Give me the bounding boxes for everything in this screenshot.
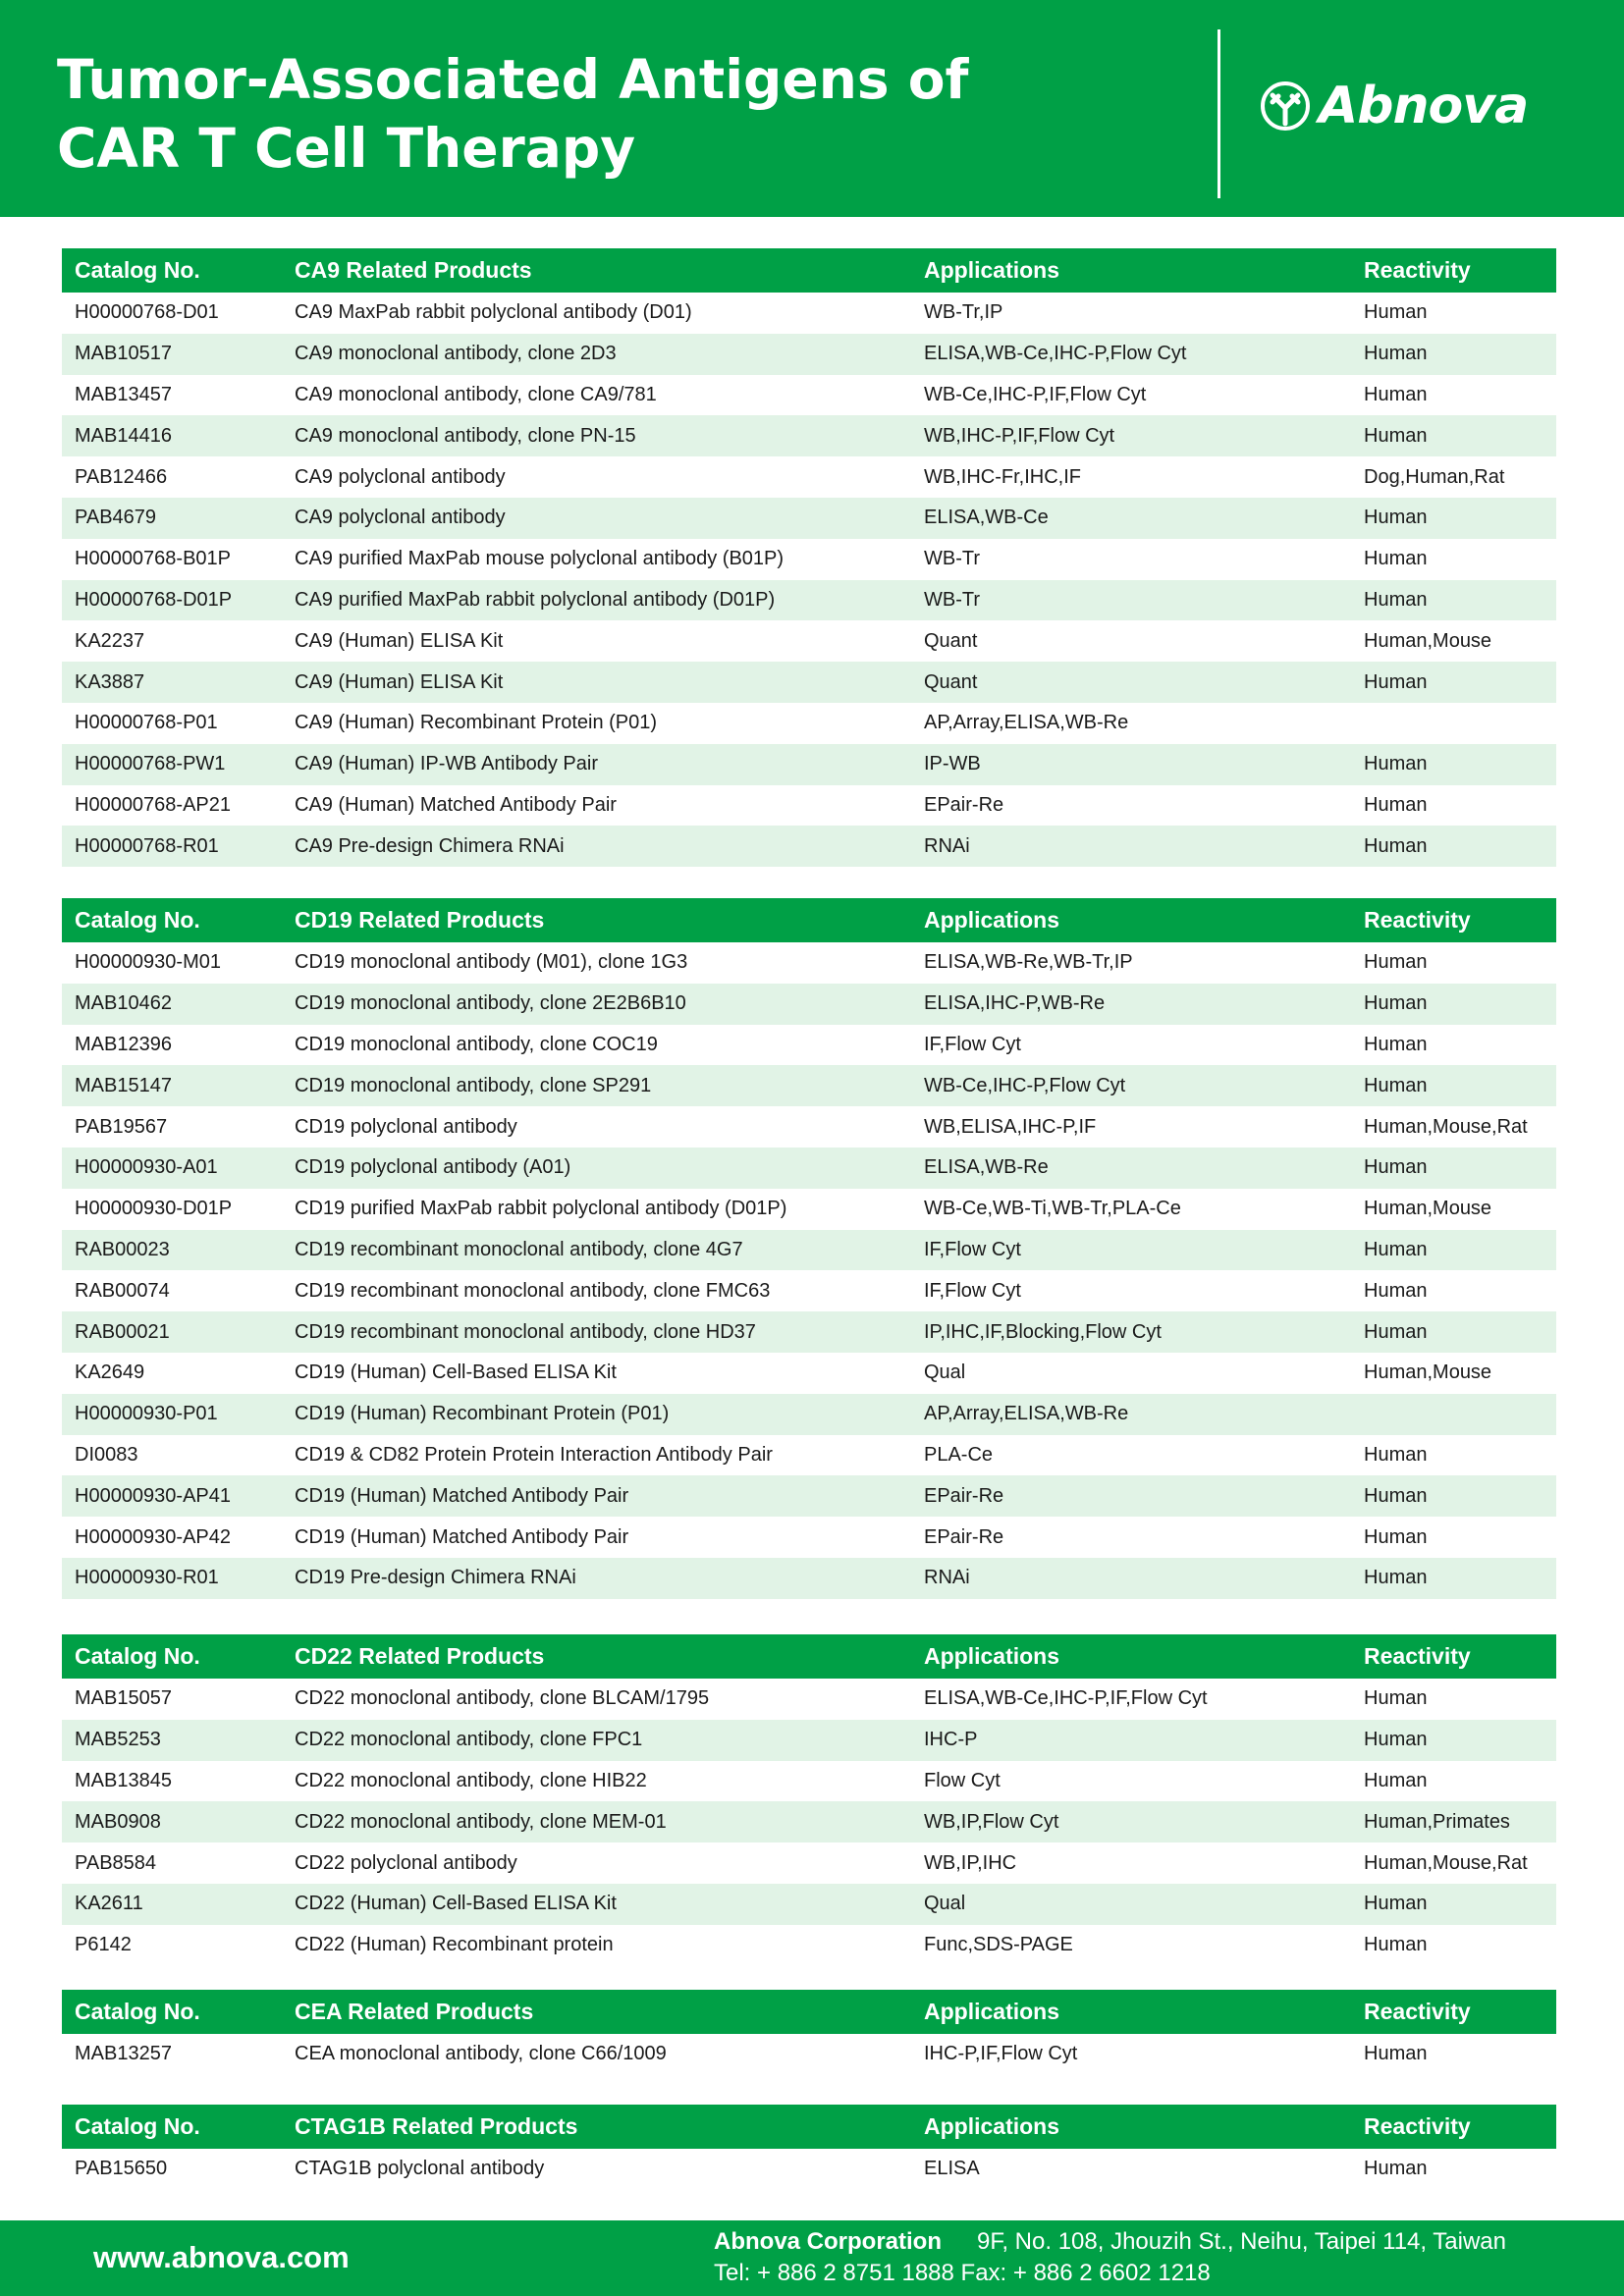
product-name-cell: CD19 monoclonal antibody, clone 2E2B6B10 xyxy=(295,992,686,1015)
website-link[interactable]: www.abnova.com xyxy=(93,2240,350,2274)
table-row xyxy=(62,1761,1556,1802)
table-row xyxy=(62,1270,1556,1311)
catalog-no-cell: H00000768-PW1 xyxy=(75,753,226,775)
product-name-cell: CD19 recombinant monoclonal antibody, clone HD37 xyxy=(295,1320,756,1343)
applications-cell: WB,IHC-P,IF,Flow Cyt xyxy=(924,424,1115,447)
catalog-no-cell: H00000930-M01 xyxy=(75,951,221,974)
product-name-cell: CD22 (Human) Recombinant protein xyxy=(295,1934,614,1956)
table-row xyxy=(62,498,1556,539)
applications-cell: Quant xyxy=(924,670,978,693)
header-divider xyxy=(1218,29,1220,198)
header-reactivity: Reactivity xyxy=(1364,907,1471,933)
reactivity-cell: Human xyxy=(1364,2158,1428,2180)
header-applications: Applications xyxy=(924,257,1060,283)
reactivity-cell: Human,Mouse xyxy=(1364,629,1492,652)
applications-cell: WB,IP,Flow Cyt xyxy=(924,1810,1059,1833)
applications-cell: WB-Ce,IHC-P,Flow Cyt xyxy=(924,1074,1126,1096)
applications-cell: IF,Flow Cyt xyxy=(924,1033,1021,1055)
table-row xyxy=(62,2149,1556,2190)
product-name-cell: CA9 (Human) ELISA Kit xyxy=(295,629,504,652)
applications-cell: WB-Tr,IP xyxy=(924,301,1003,324)
table-row xyxy=(62,1394,1556,1435)
applications-cell: IF,Flow Cyt xyxy=(924,1238,1021,1260)
catalog-no-cell: H00000930-R01 xyxy=(75,1567,219,1589)
reactivity-cell: Human xyxy=(1364,1074,1428,1096)
product-table xyxy=(62,1990,1556,2075)
catalog-no-cell: MAB13457 xyxy=(75,383,172,405)
catalog-no-cell: H00000930-AP42 xyxy=(75,1525,232,1548)
table-row xyxy=(62,539,1556,580)
catalog-no-cell: H00000768-R01 xyxy=(75,834,219,857)
product-name-cell: CD19 monoclonal antibody, clone COC19 xyxy=(295,1033,658,1055)
table-header xyxy=(62,248,1556,293)
table-row xyxy=(62,580,1556,621)
applications-cell: ELISA,WB-Ce xyxy=(924,507,1049,529)
reactivity-cell: Human xyxy=(1364,1729,1428,1751)
product-name-cell: CA9 monoclonal antibody, clone 2D3 xyxy=(295,343,617,365)
reactivity-cell: Human xyxy=(1364,1156,1428,1179)
product-name-cell: CD19 purified MaxPab rabbit polyclonal antibody (D01P) xyxy=(295,1198,787,1220)
catalog-no-cell: KA2611 xyxy=(75,1893,143,1915)
table-row xyxy=(62,620,1556,662)
product-name-cell: CD19 (Human) Recombinant Protein (P01) xyxy=(295,1403,670,1425)
reactivity-cell: Human xyxy=(1364,753,1428,775)
reactivity-cell: Human xyxy=(1364,1484,1428,1507)
catalog-no-cell: MAB10517 xyxy=(75,343,172,365)
catalog-no-cell: H00000768-B01P xyxy=(75,548,232,570)
table-row xyxy=(62,744,1556,785)
catalog-no-cell: PAB19567 xyxy=(75,1115,168,1138)
catalog-no-cell: H00000768-D01 xyxy=(75,301,219,324)
applications-cell: Qual xyxy=(924,1893,966,1915)
table-header xyxy=(62,898,1556,942)
reactivity-cell: Human xyxy=(1364,1238,1428,1260)
catalog-no-cell: H00000768-D01P xyxy=(75,588,233,611)
reactivity-cell: Human xyxy=(1364,1033,1428,1055)
table-header xyxy=(62,2105,1556,2149)
catalog-no-cell: MAB13845 xyxy=(75,1769,172,1791)
product-name-cell: CA9 polyclonal antibody xyxy=(295,507,506,529)
product-name-cell: CTAG1B polyclonal antibody xyxy=(295,2158,545,2180)
applications-cell: ELISA xyxy=(924,2158,980,2180)
product-name-cell: CD22 monoclonal antibody, clone BLCAM/1795 xyxy=(295,1687,710,1710)
applications-cell: WB,IP,IHC xyxy=(924,1851,1017,1874)
header-products: CTAG1B Related Products xyxy=(295,2113,578,2139)
product-name-cell: CD22 polyclonal antibody xyxy=(295,1851,517,1874)
applications-cell: WB,IHC-Fr,IHC,IF xyxy=(924,465,1081,488)
product-name-cell: CD19 Pre-design Chimera RNAi xyxy=(295,1567,576,1589)
page-footer xyxy=(0,2220,1624,2296)
applications-cell: AP,Array,ELISA,WB-Re xyxy=(924,712,1129,734)
table-row xyxy=(62,334,1556,375)
product-name-cell: CA9 (Human) Recombinant Protein (P01) xyxy=(295,712,658,734)
table-row xyxy=(62,1801,1556,1842)
applications-cell: Flow Cyt xyxy=(924,1769,1001,1791)
product-table xyxy=(62,248,1556,867)
reactivity-cell: Human,Mouse,Rat xyxy=(1364,1851,1528,1874)
reactivity-cell: Human xyxy=(1364,1687,1428,1710)
header-products: CA9 Related Products xyxy=(295,257,532,283)
header-applications: Applications xyxy=(924,1999,1060,2024)
product-name-cell: CD22 monoclonal antibody, clone FPC1 xyxy=(295,1729,643,1751)
product-name-cell: CD19 monoclonal antibody (M01), clone 1G3 xyxy=(295,951,688,974)
catalog-no-cell: MAB12396 xyxy=(75,1033,172,1055)
abnova-logo xyxy=(1260,75,1528,137)
applications-cell: IHC-P xyxy=(924,1729,978,1751)
table-row xyxy=(62,1558,1556,1599)
header-products: CEA Related Products xyxy=(295,1999,534,2024)
product-table xyxy=(62,898,1556,1599)
product-name-cell: CA9 purified MaxPab rabbit polyclonal antibody (D01P) xyxy=(295,588,776,611)
reactivity-cell: Human xyxy=(1364,1525,1428,1548)
applications-cell: ELISA,WB-Re xyxy=(924,1156,1049,1179)
reactivity-cell: Human xyxy=(1364,1279,1428,1302)
header-catalog-no: Catalog No. xyxy=(75,907,200,933)
catalog-no-cell: RAB00023 xyxy=(75,1238,170,1260)
applications-cell: ELISA,WB-Re,WB-Tr,IP xyxy=(924,951,1133,974)
table-row xyxy=(62,826,1556,867)
product-name-cell: CA9 Pre-design Chimera RNAi xyxy=(295,834,565,857)
catalog-no-cell: MAB0908 xyxy=(75,1810,161,1833)
applications-cell: IP,IHC,IF,Blocking,Flow Cyt xyxy=(924,1320,1162,1343)
table-row xyxy=(62,1842,1556,1884)
catalog-no-cell: P6142 xyxy=(75,1934,132,1956)
reactivity-cell: Human xyxy=(1364,951,1428,974)
table-row xyxy=(62,1720,1556,1761)
catalog-no-cell: H00000930-AP41 xyxy=(75,1484,232,1507)
catalog-no-cell: MAB15057 xyxy=(75,1687,172,1710)
applications-cell: ELISA,WB-Ce,IHC-P,Flow Cyt xyxy=(924,343,1187,365)
applications-cell: Func,SDS-PAGE xyxy=(924,1934,1073,1956)
header-applications: Applications xyxy=(924,907,1060,933)
applications-cell: IP-WB xyxy=(924,753,981,775)
table-row xyxy=(62,1311,1556,1353)
product-name-cell: CD19 polyclonal antibody xyxy=(295,1115,517,1138)
header-reactivity: Reactivity xyxy=(1364,1643,1471,1669)
applications-cell: Qual xyxy=(924,1362,966,1384)
title-line-1: Tumor-Associated Antigens of xyxy=(57,48,969,111)
applications-cell: RNAi xyxy=(924,1567,970,1589)
reactivity-cell: Human xyxy=(1364,793,1428,816)
product-name-cell: CD22 monoclonal antibody, clone MEM-01 xyxy=(295,1810,667,1833)
product-name-cell: CA9 polyclonal antibody xyxy=(295,465,506,488)
applications-cell: ELISA,IHC-P,WB-Re xyxy=(924,992,1106,1015)
product-name-cell: CD19 (Human) Matched Antibody Pair xyxy=(295,1525,629,1548)
product-name-cell: CA9 MaxPab rabbit polyclonal antibody (D01) xyxy=(295,301,692,324)
table-row xyxy=(62,293,1556,334)
product-name-cell: CD19 polyclonal antibody (A01) xyxy=(295,1156,571,1179)
product-table xyxy=(62,1634,1556,1966)
table-row xyxy=(62,1106,1556,1148)
product-name-cell: CD19 recombinant monoclonal antibody, clone FMC63 xyxy=(295,1279,771,1302)
table-row xyxy=(62,662,1556,703)
header-reactivity: Reactivity xyxy=(1364,1999,1471,2024)
company-address: 9F, No. 108, Jhouzih St., Neihu, Taipei 114, Taiwan xyxy=(977,2228,1507,2255)
catalog-no-cell: PAB4679 xyxy=(75,507,157,529)
catalog-no-cell: KA3887 xyxy=(75,670,145,693)
applications-cell: PLA-Ce xyxy=(924,1443,994,1466)
product-name-cell: CA9 monoclonal antibody, clone PN-15 xyxy=(295,424,636,447)
catalog-no-cell: H00000930-P01 xyxy=(75,1403,218,1425)
table-row xyxy=(62,1435,1556,1476)
table-row xyxy=(62,785,1556,827)
table-row xyxy=(62,703,1556,744)
applications-cell: EPair-Re xyxy=(924,1484,1004,1507)
reactivity-cell: Human xyxy=(1364,383,1428,405)
catalog-no-cell: RAB00021 xyxy=(75,1320,170,1343)
reactivity-cell: Human xyxy=(1364,343,1428,365)
product-name-cell: CD19 monoclonal antibody, clone SP291 xyxy=(295,1074,652,1096)
table-row xyxy=(62,456,1556,498)
header-catalog-no: Catalog No. xyxy=(75,257,200,283)
product-name-cell: CD19 (Human) Cell-Based ELISA Kit xyxy=(295,1362,617,1384)
catalog-no-cell: MAB5253 xyxy=(75,1729,161,1751)
reactivity-cell: Human xyxy=(1364,424,1428,447)
header-applications: Applications xyxy=(924,1643,1060,1669)
product-name-cell: CA9 (Human) Matched Antibody Pair xyxy=(295,793,617,816)
reactivity-cell: Human,Mouse xyxy=(1364,1198,1492,1220)
reactivity-cell: Human xyxy=(1364,507,1428,529)
catalog-no-cell: PAB8584 xyxy=(75,1851,157,1874)
header-catalog-no: Catalog No. xyxy=(75,1643,200,1669)
table-row xyxy=(62,1475,1556,1517)
header-products: CD19 Related Products xyxy=(295,907,545,933)
applications-cell: EPair-Re xyxy=(924,1525,1004,1548)
catalog-no-cell: H00000768-P01 xyxy=(75,712,218,734)
applications-cell: WB-Tr xyxy=(924,548,981,570)
table-row xyxy=(62,1353,1556,1394)
header-reactivity: Reactivity xyxy=(1364,257,1471,283)
header-catalog-no: Catalog No. xyxy=(75,2113,200,2139)
catalog-no-cell: H00000930-A01 xyxy=(75,1156,218,1179)
product-name-cell: CD19 recombinant monoclonal antibody, clone 4G7 xyxy=(295,1238,743,1260)
reactivity-cell: Human xyxy=(1364,834,1428,857)
applications-cell: WB-Ce,IHC-P,IF,Flow Cyt xyxy=(924,383,1147,405)
catalog-no-cell: MAB14416 xyxy=(75,424,172,447)
catalog-no-cell: H00000768-AP21 xyxy=(75,793,232,816)
header-reactivity: Reactivity xyxy=(1364,2113,1471,2139)
reactivity-cell: Human xyxy=(1364,1893,1428,1915)
table-row xyxy=(62,1884,1556,1925)
table-row xyxy=(62,1517,1556,1558)
table-row xyxy=(62,1025,1556,1066)
table-row xyxy=(62,1230,1556,1271)
header-applications: Applications xyxy=(924,2113,1060,2139)
applications-cell: Quant xyxy=(924,629,978,652)
catalog-no-cell: PAB15650 xyxy=(75,2158,168,2180)
table-row xyxy=(62,1148,1556,1189)
product-table xyxy=(62,2105,1556,2190)
page-title xyxy=(57,45,1186,183)
applications-cell: ELISA,WB-Ce,IHC-P,IF,Flow Cyt xyxy=(924,1687,1208,1710)
product-name-cell: CA9 (Human) ELISA Kit xyxy=(295,670,504,693)
table-row xyxy=(62,415,1556,456)
product-name-cell: CD22 (Human) Cell-Based ELISA Kit xyxy=(295,1893,617,1915)
table-row xyxy=(62,984,1556,1025)
contact-numbers: Tel: + 886 2 8751 1888 Fax: + 886 2 6602 1218 xyxy=(714,2260,1211,2286)
catalog-no-cell: H00000930-D01P xyxy=(75,1198,233,1220)
table-header xyxy=(62,1990,1556,2034)
catalog-no-cell: RAB00074 xyxy=(75,1279,170,1302)
product-name-cell: CA9 (Human) IP-WB Antibody Pair xyxy=(295,753,598,775)
product-name-cell: CA9 monoclonal antibody, clone CA9/781 xyxy=(295,383,657,405)
reactivity-cell: Human xyxy=(1364,301,1428,324)
catalog-no-cell: MAB10462 xyxy=(75,992,172,1015)
catalog-no-cell: DI0083 xyxy=(75,1443,138,1466)
catalog-no-cell: KA2237 xyxy=(75,629,145,652)
table-header xyxy=(62,1634,1556,1679)
reactivity-cell: Human xyxy=(1364,1320,1428,1343)
company-name: Abnova Corporation xyxy=(714,2228,942,2255)
reactivity-cell: Dog,Human,Rat xyxy=(1364,465,1505,488)
catalog-no-cell: KA2649 xyxy=(75,1362,145,1384)
table-row xyxy=(62,1065,1556,1106)
reactivity-cell: Human xyxy=(1364,1567,1428,1589)
page-header xyxy=(0,0,1624,217)
reactivity-cell: Human,Mouse,Rat xyxy=(1364,1115,1528,1138)
antibody-logo-icon xyxy=(1260,80,1311,132)
table-row xyxy=(62,2034,1556,2075)
catalog-no-cell: PAB12466 xyxy=(75,465,168,488)
product-name-cell: CD19 (Human) Matched Antibody Pair xyxy=(295,1484,629,1507)
reactivity-cell: Human xyxy=(1364,548,1428,570)
table-row xyxy=(62,1679,1556,1720)
reactivity-cell: Human xyxy=(1364,670,1428,693)
catalog-no-cell: MAB13257 xyxy=(75,2043,172,2065)
reactivity-cell: Human xyxy=(1364,1769,1428,1791)
brand-name: Abnova xyxy=(1319,77,1529,135)
applications-cell: EPair-Re xyxy=(924,793,1004,816)
table-row xyxy=(62,1925,1556,1966)
product-name-cell: CA9 purified MaxPab mouse polyclonal antibody (B01P) xyxy=(295,548,785,570)
applications-cell: WB-Ce,WB-Ti,WB-Tr,PLA-Ce xyxy=(924,1198,1181,1220)
title-line-2: CAR T Cell Therapy xyxy=(57,117,636,180)
applications-cell: RNAi xyxy=(924,834,970,857)
applications-cell: IF,Flow Cyt xyxy=(924,1279,1021,1302)
product-name-cell: CD22 monoclonal antibody, clone HIB22 xyxy=(295,1769,647,1791)
table-row xyxy=(62,942,1556,984)
header-products: CD22 Related Products xyxy=(295,1643,545,1669)
reactivity-cell: Human xyxy=(1364,1934,1428,1956)
product-name-cell: CEA monoclonal antibody, clone C66/1009 xyxy=(295,2043,667,2065)
product-name-cell: CD19 & CD82 Protein Protein Interaction Antibody Pair xyxy=(295,1443,773,1466)
header-catalog-no: Catalog No. xyxy=(75,1999,200,2024)
applications-cell: WB-Tr xyxy=(924,588,981,611)
table-row xyxy=(62,1189,1556,1230)
reactivity-cell: Human,Mouse xyxy=(1364,1362,1492,1384)
catalog-no-cell: MAB15147 xyxy=(75,1074,172,1096)
applications-cell: AP,Array,ELISA,WB-Re xyxy=(924,1403,1129,1425)
reactivity-cell: Human xyxy=(1364,1443,1428,1466)
reactivity-cell: Human,Primates xyxy=(1364,1810,1510,1833)
applications-cell: IHC-P,IF,Flow Cyt xyxy=(924,2043,1078,2065)
table-row xyxy=(62,375,1556,416)
reactivity-cell: Human xyxy=(1364,588,1428,611)
applications-cell: WB,ELISA,IHC-P,IF xyxy=(924,1115,1097,1138)
reactivity-cell: Human xyxy=(1364,992,1428,1015)
reactivity-cell: Human xyxy=(1364,2043,1428,2065)
